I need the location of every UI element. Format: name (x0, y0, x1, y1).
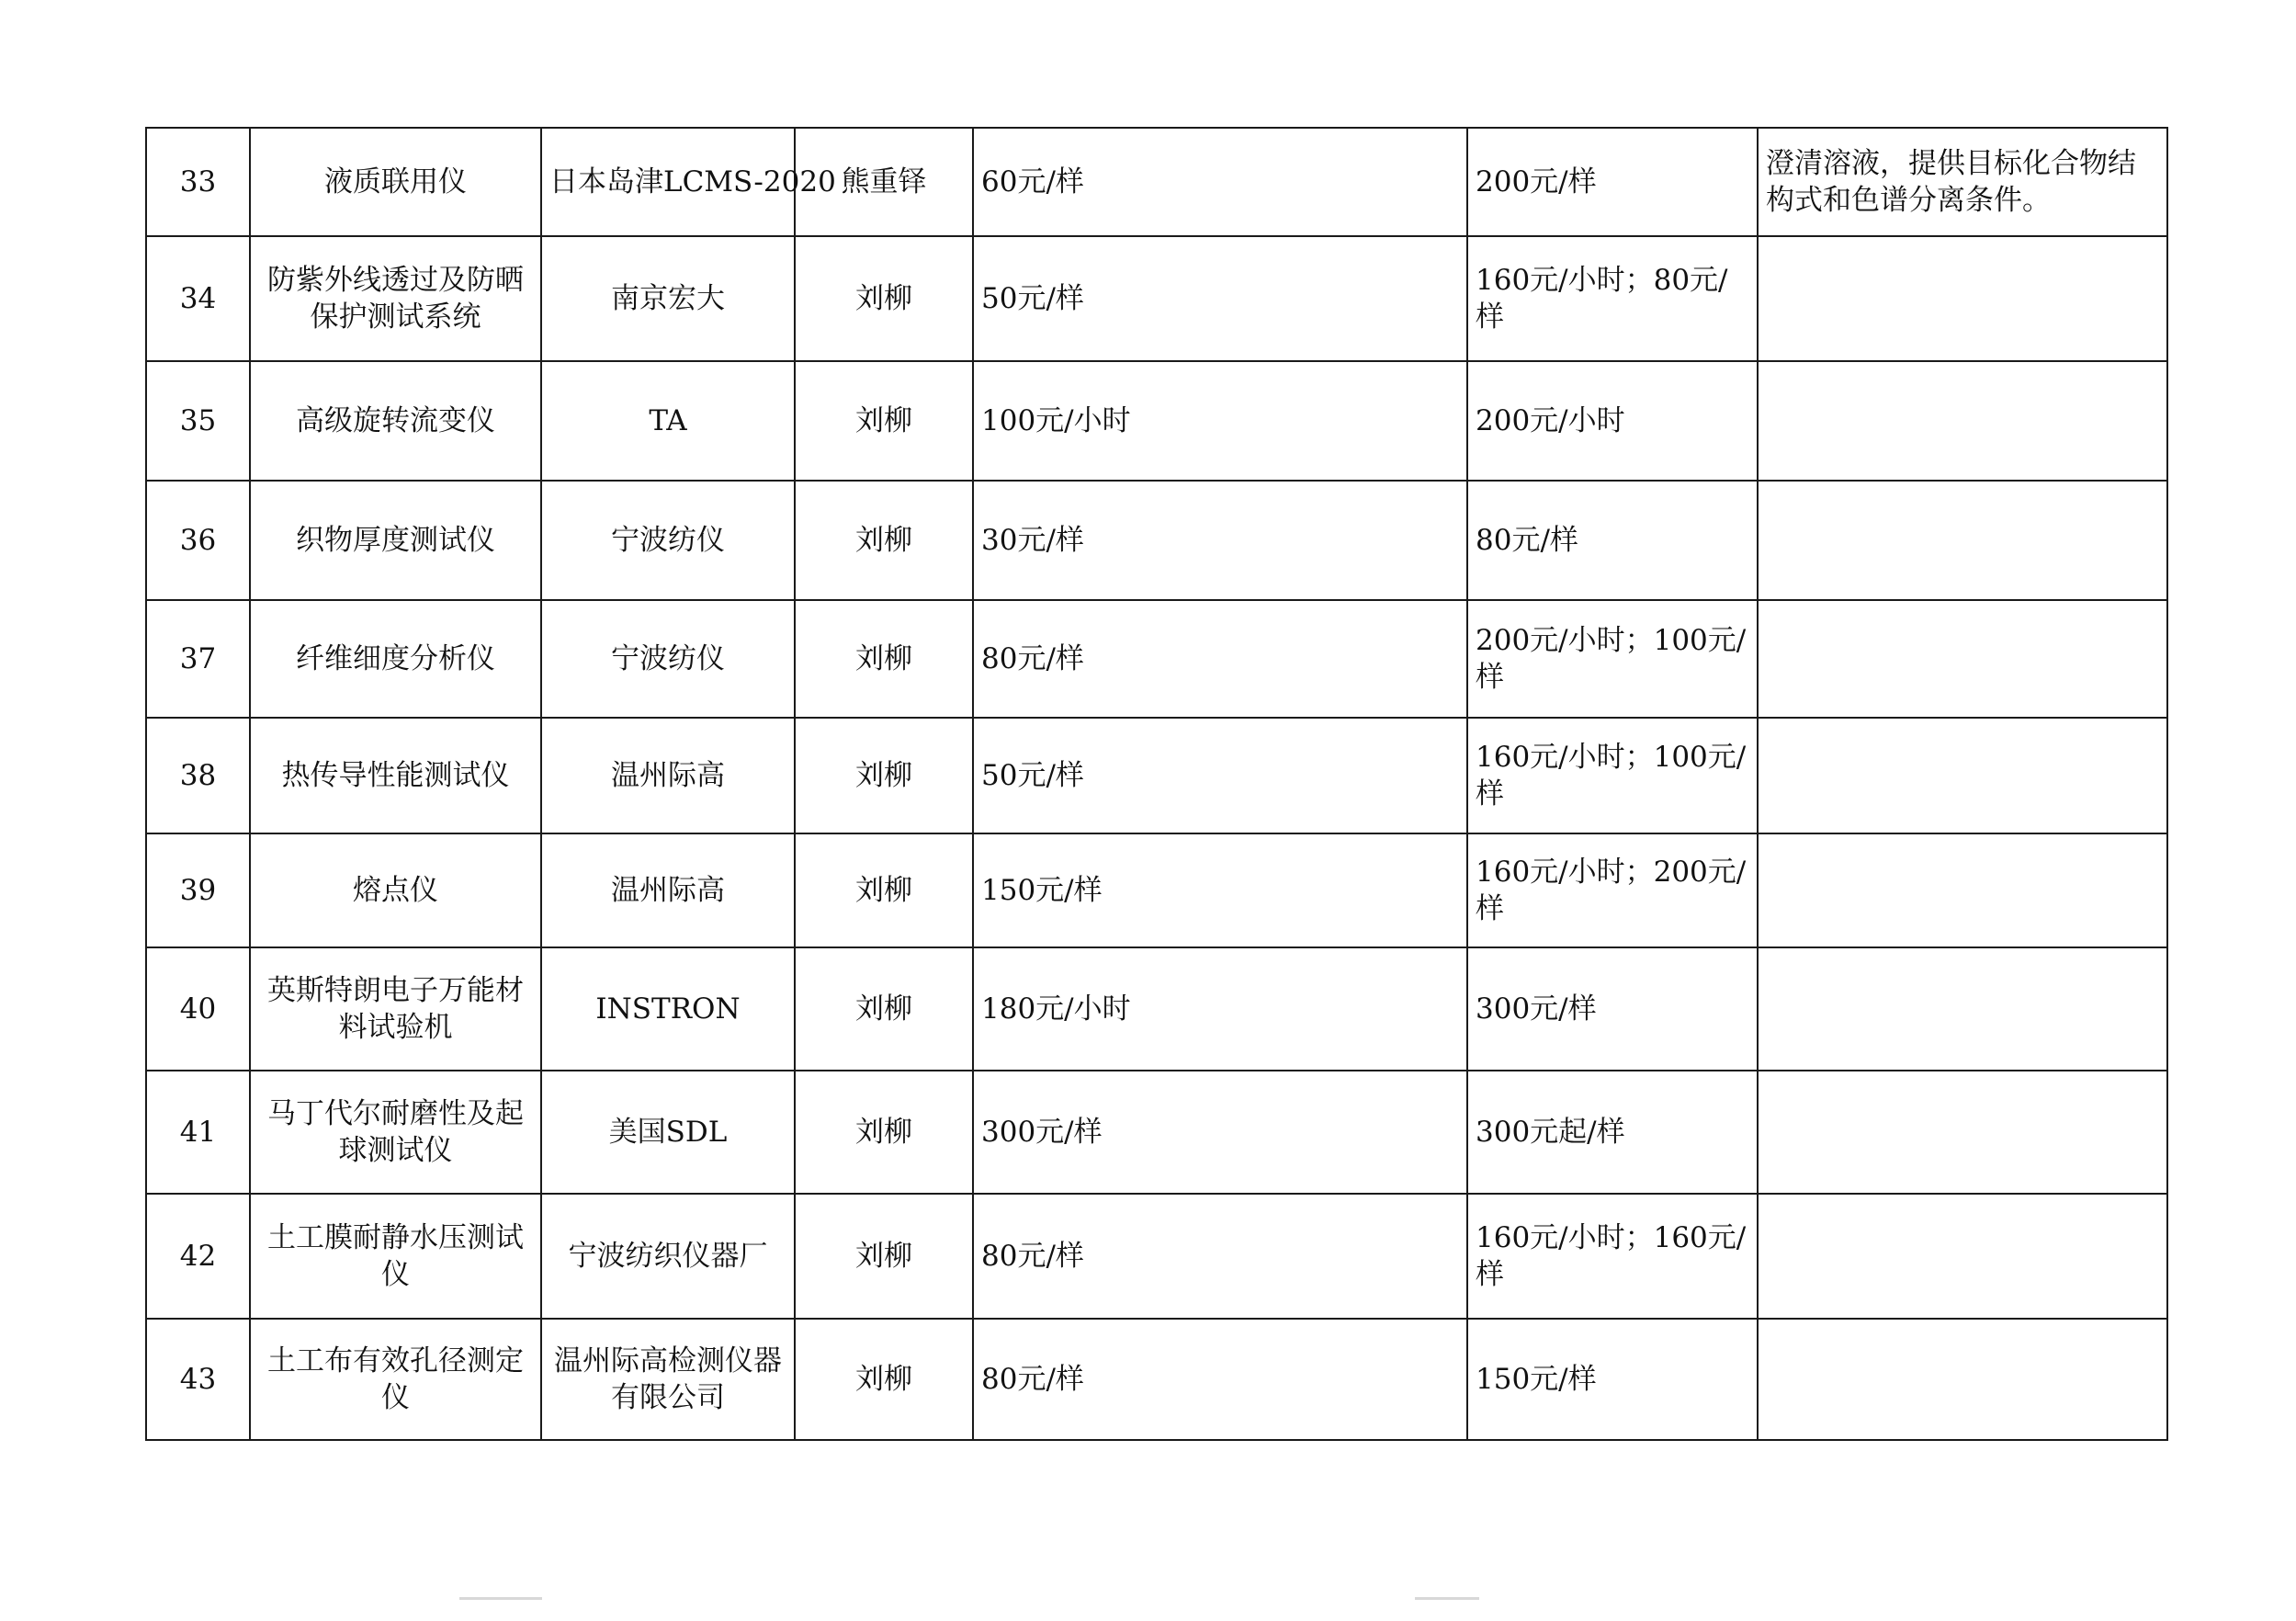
internal-price: 80元/样 (973, 1319, 1467, 1440)
contact-person: 刘柳 (795, 947, 973, 1071)
row-number: 37 (146, 600, 250, 718)
contact-person: 刘柳 (795, 1194, 973, 1319)
row-number: 39 (146, 833, 250, 947)
remarks (1758, 1194, 2167, 1319)
instrument-name: 英斯特朗电子万能材料试验机 (250, 947, 541, 1071)
manufacturer: 美国SDL (541, 1071, 795, 1194)
external-price: 150元/样 (1467, 1319, 1758, 1440)
manufacturer: 温州际高 (541, 718, 795, 833)
contact-person: 刘柳 (795, 600, 973, 718)
row-number: 35 (146, 361, 250, 481)
remarks (1758, 718, 2167, 833)
manufacturer: TA (541, 361, 795, 481)
scan-edge-mark (1415, 1597, 1479, 1600)
row-number: 36 (146, 481, 250, 600)
external-price: 160元/小时；100元/样 (1467, 718, 1758, 833)
remarks (1758, 1071, 2167, 1194)
external-price: 80元/样 (1467, 481, 1758, 600)
instrument-name: 土工布有效孔径测定仪 (250, 1319, 541, 1440)
table-row (146, 833, 2167, 947)
internal-price: 300元/样 (973, 1071, 1467, 1194)
external-price: 160元/小时；160元/样 (1467, 1194, 1758, 1319)
contact-person: 刘柳 (795, 361, 973, 481)
internal-price: 180元/小时 (973, 947, 1467, 1071)
manufacturer: 日本岛津LCMS-2020 (541, 128, 795, 236)
internal-price: 30元/样 (973, 481, 1467, 600)
manufacturer: 宁波纺仪 (541, 481, 795, 600)
external-price: 200元/小时 (1467, 361, 1758, 481)
internal-price: 50元/样 (973, 236, 1467, 361)
manufacturer: 宁波纺织仪器厂 (541, 1194, 795, 1319)
internal-price: 100元/小时 (973, 361, 1467, 481)
remarks (1758, 236, 2167, 361)
contact-person: 刘柳 (795, 236, 973, 361)
instrument-price-table (145, 127, 2168, 1441)
table-row (146, 128, 2167, 236)
internal-price: 80元/样 (973, 600, 1467, 718)
table-row (146, 1194, 2167, 1319)
row-number: 41 (146, 1071, 250, 1194)
instrument-name: 熔点仪 (250, 833, 541, 947)
instrument-name: 马丁代尔耐磨性及起球测试仪 (250, 1071, 541, 1194)
row-number: 40 (146, 947, 250, 1071)
manufacturer: 南京宏大 (541, 236, 795, 361)
table-body (146, 128, 2167, 1440)
internal-price: 150元/样 (973, 833, 1467, 947)
row-number: 33 (146, 128, 250, 236)
internal-price: 80元/样 (973, 1194, 1467, 1319)
external-price: 200元/样 (1467, 128, 1758, 236)
remarks (1758, 833, 2167, 947)
contact-person: 刘柳 (795, 718, 973, 833)
instrument-name: 防紫外线透过及防晒保护测试系统 (250, 236, 541, 361)
remarks (1758, 361, 2167, 481)
remarks (1758, 947, 2167, 1071)
manufacturer: 温州际高检测仪器有限公司 (541, 1319, 795, 1440)
external-price: 300元起/样 (1467, 1071, 1758, 1194)
remarks: 澄清溶液，提供目标化合物结构式和色谱分离条件。 (1758, 128, 2167, 236)
contact-person: 熊重铎 (795, 128, 973, 236)
table-row (146, 481, 2167, 600)
table-row (146, 947, 2167, 1071)
internal-price: 50元/样 (973, 718, 1467, 833)
external-price: 200元/小时；100元/样 (1467, 600, 1758, 718)
row-number: 34 (146, 236, 250, 361)
scan-edge-mark (459, 1597, 542, 1600)
table-row (146, 718, 2167, 833)
instrument-name: 热传导性能测试仪 (250, 718, 541, 833)
external-price: 300元/样 (1467, 947, 1758, 1071)
row-number: 42 (146, 1194, 250, 1319)
contact-person: 刘柳 (795, 833, 973, 947)
row-number: 43 (146, 1319, 250, 1440)
contact-person: 刘柳 (795, 1071, 973, 1194)
contact-person: 刘柳 (795, 1319, 973, 1440)
manufacturer: 温州际高 (541, 833, 795, 947)
external-price: 160元/小时；200元/样 (1467, 833, 1758, 947)
instrument-name: 液质联用仪 (250, 128, 541, 236)
row-number: 38 (146, 718, 250, 833)
table-row (146, 1071, 2167, 1194)
internal-price: 60元/样 (973, 128, 1467, 236)
external-price: 160元/小时；80元/样 (1467, 236, 1758, 361)
instrument-name: 土工膜耐静水压测试仪 (250, 1194, 541, 1319)
contact-person: 刘柳 (795, 481, 973, 600)
instrument-name: 织物厚度测试仪 (250, 481, 541, 600)
instrument-name: 纤维细度分析仪 (250, 600, 541, 718)
remarks (1758, 481, 2167, 600)
table-row (146, 361, 2167, 481)
remarks (1758, 600, 2167, 718)
remarks (1758, 1319, 2167, 1440)
manufacturer: INSTRON (541, 947, 795, 1071)
manufacturer: 宁波纺仪 (541, 600, 795, 718)
instrument-name: 高级旋转流变仪 (250, 361, 541, 481)
table-row (146, 1319, 2167, 1440)
table-row (146, 600, 2167, 718)
table-row (146, 236, 2167, 361)
